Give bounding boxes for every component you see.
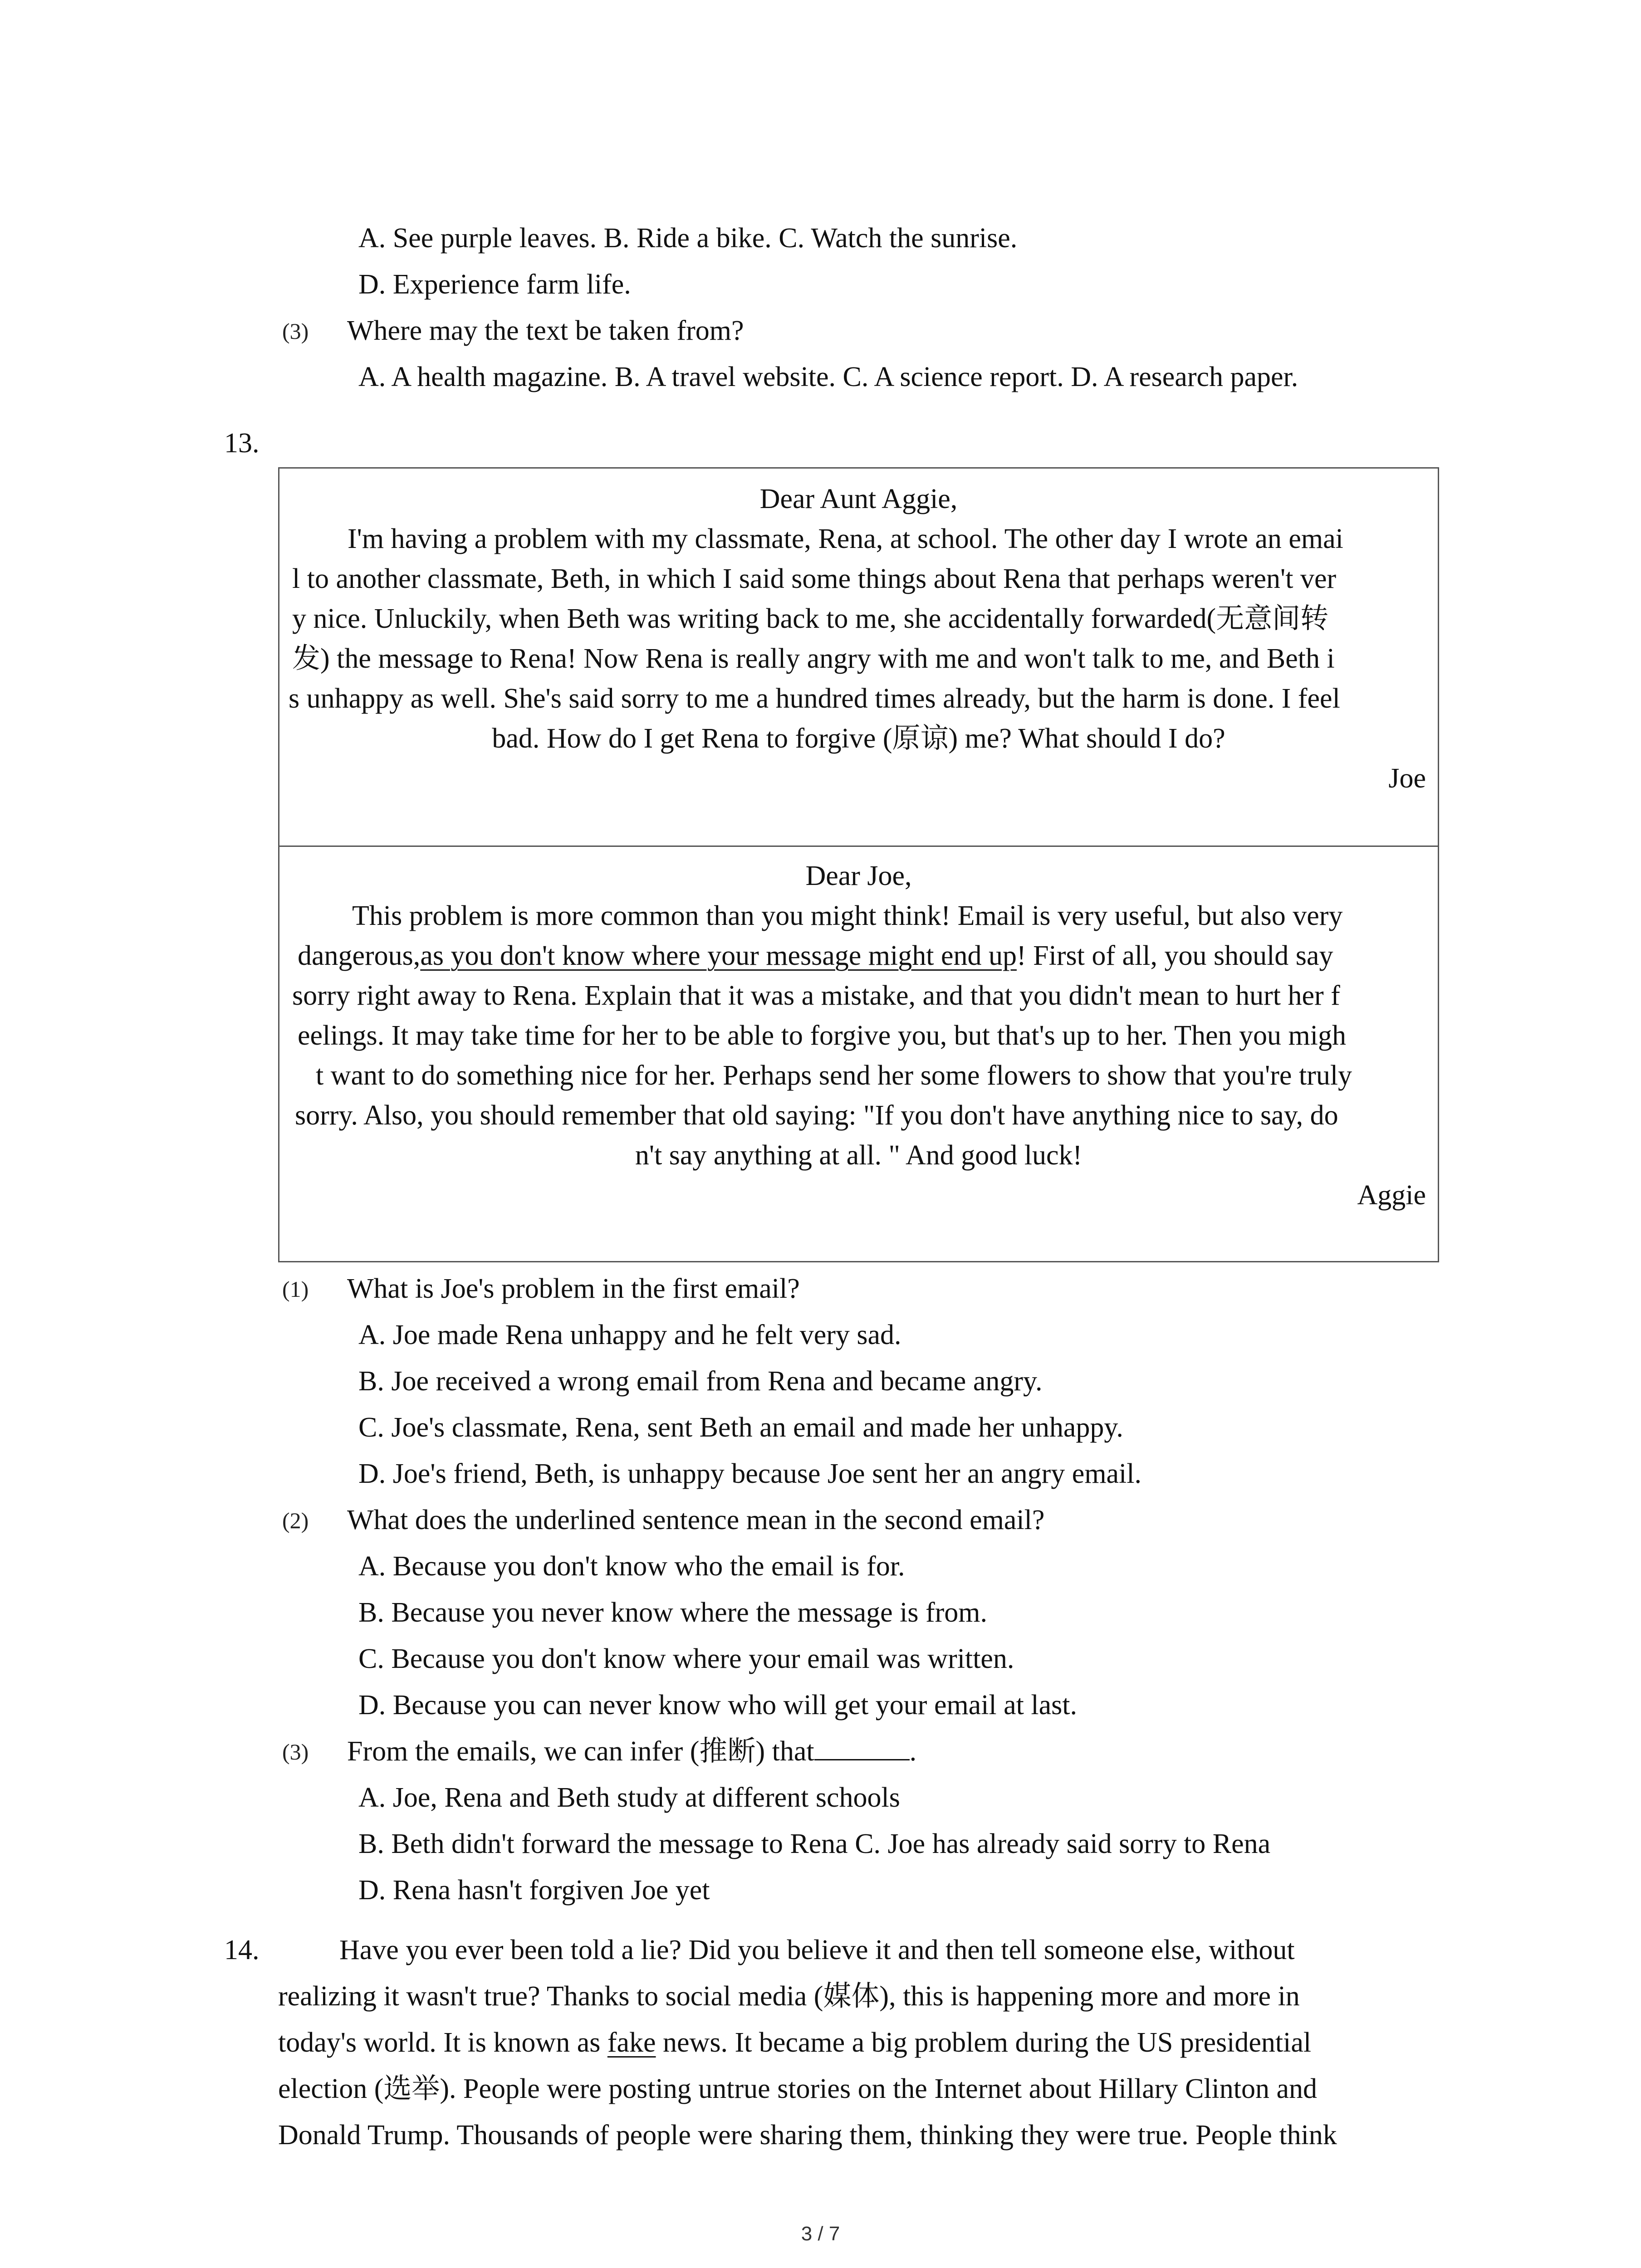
q13-q2-number: (2) [282,1508,309,1533]
q12-q2-options-line1: A. See purple leaves. B. Ride a bike. C. Watch the sunrise. [358,223,1018,254]
q14-line-5: Donald Trump. Thousands of people were sharing them, thinking they were true. People think [278,2120,1337,2151]
answer-blank [814,1735,910,1760]
q14-line-3 [278,2026,1311,2060]
q14-line-3-end: news. It became a big problem during the US presidential [656,2027,1312,2058]
q14-line-1: Have you ever been told a lie? Did you believe it and then tell someone else, without [339,1935,1295,1965]
q13-q1-option-b: B. Joe received a wrong email from Rena and became angry. [358,1366,1043,1397]
letter-joe-line-3: y nice. Unluckily, when Beth was writing back to me, she accidentally forwarded(无意间转 [292,603,1329,634]
underlined-word-fake: fake [607,2027,656,2058]
page-number: 3 / 7 [801,2223,840,2245]
letter-aggie-line-4: eelings. It may take time for her to be able to forgive you, but that's up to her. Then you migh [298,1020,1346,1051]
letter-aggie-line-1: This problem is more common than you might think! Email is very useful, but also very [352,900,1343,931]
letter-aggie-line-5: t want to do something nice for her. Perhaps send her some flowers to show that you're truly [316,1060,1352,1091]
q13-q2-option-c: C. Because you don't know where your email was written. [358,1643,1014,1674]
q13-q2-option-d: D. Because you can never know who will get your email at last. [358,1690,1077,1721]
letter-aggie-box [278,846,1439,1262]
q13-q1-text: What is Joe's problem in the first email? [347,1273,800,1304]
q13-number: 13. [224,428,260,459]
q13-q3-text-start: From the emails, we can infer (推断) that [347,1736,814,1767]
letter-aggie-greeting: Dear Joe, [805,860,912,891]
underlined-sentence: as you don't know where your message might end up [420,940,1017,971]
q13-q3-text-end: . [909,1736,917,1767]
q13-q1-number: (1) [282,1276,309,1302]
letter-joe-line-4: 发) the message to Rena! Now Rena is really angry with me and won't talk to me, and Beth i [292,643,1335,674]
q14-line-3-start: today's world. It is known as [278,2027,607,2058]
letter-aggie-line-2-end: ! First of all, you should say [1016,940,1333,971]
letter-aggie-line-2-start: dangerous, [298,940,421,971]
q14-number: 14. [224,1935,260,1965]
q12-q3-number: (3) [282,318,309,344]
q13-q3-number: (3) [282,1739,309,1765]
letter-joe-line-5: s unhappy as well. She's said sorry to me a hundred times already, but the harm is done. I feel [289,683,1340,714]
letter-joe-greeting: Dear Aunt Aggie, [759,484,958,514]
q13-q3-option-a: A. Joe, Rena and Beth study at different schools [358,1782,900,1813]
q12-q3-text: Where may the text be taken from? [347,315,744,346]
letter-joe-box [278,467,1439,847]
q13-q1-option-c: C. Joe's classmate, Rena, sent Beth an email and made her unhappy. [358,1412,1123,1443]
q13-q2-option-b: B. Because you never know where the message is from. [358,1597,987,1628]
q13-q3-option-b-c: B. Beth didn't forward the message to Rena C. Joe has already said sorry to Rena [358,1828,1271,1859]
q12-q2-options-line2: D. Experience farm life. [358,269,631,300]
q14-line-2: realizing it wasn't true? Thanks to social media (媒体), this is happening more and more in [278,1981,1300,2012]
q14-line-4: election (选举). People were posting untrue stories on the Internet about Hillary Clinton and [278,2073,1318,2104]
q13-q1-option-a: A. Joe made Rena unhappy and he felt very sad. [358,1320,901,1350]
letter-joe-signature: Joe [1388,763,1426,794]
letter-joe-line-2: l to another classmate, Beth, in which I said some things about Rena that perhaps weren't ver [292,563,1337,594]
q13-q3-text [347,1735,916,1769]
q13-q2-text: What does the underlined sentence mean in the second email? [347,1505,1045,1535]
letter-aggie-line-6: sorry. Also, you should remember that old saying: "If you don't have anything nice to say, do [295,1100,1338,1131]
letter-aggie-line-3: sorry right away to Rena. Explain that it was a mistake, and that you didn't mean to hurt her f [292,980,1340,1011]
q13-q1-option-d: D. Joe's friend, Beth, is unhappy because Joe sent her an angry email. [358,1458,1142,1489]
letter-aggie-line-7: n't say anything at all. " And good luck! [635,1140,1083,1171]
letter-aggie-signature: Aggie [1357,1180,1426,1211]
q13-q3-option-d: D. Rena hasn't forgiven Joe yet [358,1875,710,1906]
letter-joe-line-6: bad. How do I get Rena to forgive (原谅) me? What should I do? [492,723,1225,754]
q12-q3-options: A. A health magazine. B. A travel website. C. A science report. D. A research paper. [358,362,1298,392]
letter-aggie-line-2 [298,939,1438,973]
letter-joe-line-1: I'm having a problem with my classmate, Rena, at school. The other day I wrote an emai [348,523,1343,554]
q13-q2-option-a: A. Because you don't know who the email is for. [358,1551,905,1582]
